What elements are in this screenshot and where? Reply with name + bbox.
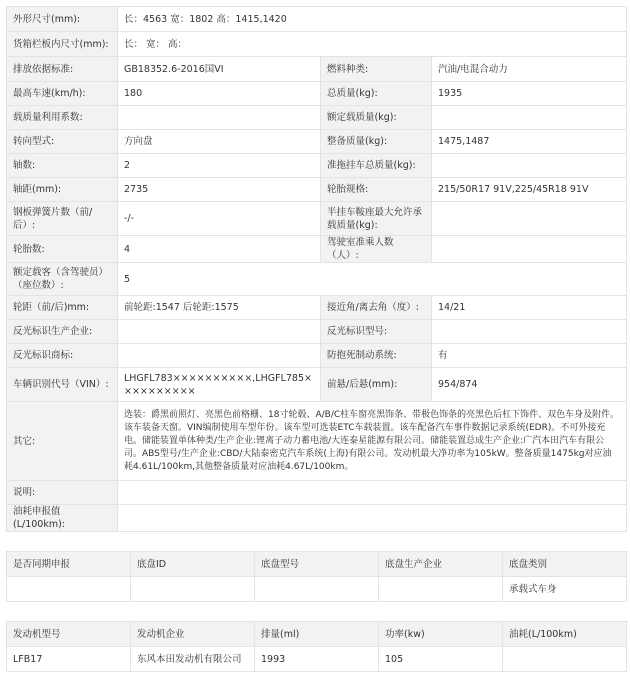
spec-row-fuel xyxy=(7,505,627,532)
spec-row-load xyxy=(7,106,627,130)
seats-value: 5 xyxy=(118,263,627,296)
engine-header-cell: 排量(ml) xyxy=(255,622,379,647)
abs-label: 防抱死制动系统: xyxy=(321,344,432,368)
spec-row-vin xyxy=(7,368,627,402)
spec-row-emission xyxy=(7,57,627,82)
engine-cell: LFB17 xyxy=(7,647,131,672)
engine-cell xyxy=(503,647,627,672)
rated-load-value xyxy=(432,106,627,130)
tire-spec-value: 215/50R17 91V,225/45R18 91V xyxy=(432,178,627,202)
spec-row-brand xyxy=(7,344,627,368)
spec-row-steering xyxy=(7,130,627,154)
curb-mass-value: 1475,1487 xyxy=(432,130,627,154)
spec-row-axles xyxy=(7,154,627,178)
spec-row-seats xyxy=(7,263,627,296)
fuel-consumption-value xyxy=(118,505,627,532)
reflector-maker-value xyxy=(118,320,321,344)
approach-angle-label: 接近角/离去角（度）: xyxy=(321,296,432,320)
reflector-model-value xyxy=(432,320,627,344)
cab-passengers-label: 驾驶室准乘人数（人）: xyxy=(321,236,432,263)
approach-angle-value: 14/21 xyxy=(432,296,627,320)
chassis-header-cell: 是否同期申报 xyxy=(7,552,131,577)
engine-header-row xyxy=(7,622,627,647)
curb-mass-label: 整备质量(kg): xyxy=(321,130,432,154)
load-util-label: 载质量利用系数: xyxy=(7,106,118,130)
tire-count-value: 4 xyxy=(118,236,321,263)
overhang-value: 954/874 xyxy=(432,368,627,402)
spec-row-outer-size xyxy=(7,7,627,32)
axles-value: 2 xyxy=(118,154,321,178)
fuel-type-label: 燃料种类: xyxy=(321,57,432,82)
outer-size-value: 长：4563 宽：1802 高：1415,1420 xyxy=(118,7,627,32)
semi-trailer-value xyxy=(432,202,627,236)
fuel-type-value: 汽油/电混合动力 xyxy=(432,57,627,82)
track-label: 轮距（前/后)mm: xyxy=(7,296,118,320)
overhang-label: 前悬/后悬(mm): xyxy=(321,368,432,402)
spec-row-cargo-size xyxy=(7,32,627,57)
steering-value: 方向盘 xyxy=(118,130,321,154)
emission-label: 排放依据标准: xyxy=(7,57,118,82)
engine-cell: 1993 xyxy=(255,647,379,672)
spec-row-tires xyxy=(7,236,627,263)
total-mass-label: 总质量(kg): xyxy=(321,82,432,106)
engine-cell: 105 xyxy=(379,647,503,672)
engine-header-cell: 发动机企业 xyxy=(131,622,255,647)
engine-header-cell: 发动机型号 xyxy=(7,622,131,647)
chassis-cell: 承载式车身 xyxy=(503,577,627,602)
trailer-mass-value xyxy=(432,154,627,178)
reflector-brand-label: 反光标识商标: xyxy=(7,344,118,368)
cab-passengers-value xyxy=(432,236,627,263)
cargo-size-label: 货箱栏板内尺寸(mm): xyxy=(7,32,118,57)
note-label: 说明: xyxy=(7,481,118,505)
vehicle-spec-table xyxy=(6,6,627,532)
leaf-springs-value: -/- xyxy=(118,202,321,236)
reflector-maker-label: 反光标识生产企业: xyxy=(7,320,118,344)
spec-row-wheelbase xyxy=(7,178,627,202)
engine-table xyxy=(6,621,627,672)
outer-size-label: 外形尺寸(mm): xyxy=(7,7,118,32)
track-value: 前轮距:1547 后轮距:1575 xyxy=(118,296,321,320)
chassis-cell xyxy=(7,577,131,602)
reflector-brand-value xyxy=(118,344,321,368)
chassis-header-cell: 底盘型号 xyxy=(255,552,379,577)
tire-count-label: 轮胎数: xyxy=(7,236,118,263)
spec-row-other xyxy=(7,402,627,481)
semi-trailer-label: 半挂车鞍座最大允许承载质量(kg): xyxy=(321,202,432,236)
spec-row-speed xyxy=(7,82,627,106)
chassis-cell xyxy=(131,577,255,602)
rated-load-label: 额定载质量(kg): xyxy=(321,106,432,130)
leaf-springs-label: 钢板弹簧片数（前/后）: xyxy=(7,202,118,236)
chassis-cell xyxy=(255,577,379,602)
seats-label: 额定载客（含驾驶员）（座位数）: xyxy=(7,263,118,296)
engine-cell: 东风本田发动机有限公司 xyxy=(131,647,255,672)
emission-value: GB18352.6-2016国VI xyxy=(118,57,321,82)
chassis-header-row xyxy=(7,552,627,577)
tire-spec-label: 轮胎规格: xyxy=(321,178,432,202)
table-row xyxy=(7,577,627,602)
spec-row-springs xyxy=(7,202,627,236)
vin-label: 车辆识别代号（VIN）: xyxy=(7,368,118,402)
steering-label: 转向型式: xyxy=(7,130,118,154)
other-label: 其它: xyxy=(7,402,118,481)
spec-row-note xyxy=(7,481,627,505)
wheelbase-value: 2735 xyxy=(118,178,321,202)
fuel-consumption-label: 油耗申报值(L/100km): xyxy=(7,505,118,532)
vin-value: LHGFL783××××××××××,LHGFL785×××××××××× xyxy=(118,368,321,402)
cargo-size-value: 长： 宽： 高： xyxy=(118,32,627,57)
chassis-header-cell: 底盘ID xyxy=(131,552,255,577)
abs-value: 有 xyxy=(432,344,627,368)
axles-label: 轴数: xyxy=(7,154,118,178)
other-value: 选装：爵黑前照灯、亮黑色前格栅、18寸轮毂、A/B/C柱车窗亮黑饰条、带极色饰条的亮黑色后杠下饰件、双色车身及附件。该车装备天窗。VIN编制使用车型年份。该车型可选装ETC车载装置。该车配备汽车事件数据记录系统(EDR)。不可外接充电。储能装置单体种类/生产企业:锂离子动力蓄电池/大连泰星能源有限公司。储能装置总成生产企业:广汽本田汽车有限公司。ABS型号/生产企业:CBD/大陆泰密克汽车系统(上海)有限公司。发动机最大净功率为105kW。整备质量1475kg对应油耗4.61L/100km,其他整备质量对应油耗4.67L/100km。 xyxy=(118,402,627,481)
spec-row-reflector xyxy=(7,320,627,344)
note-value xyxy=(118,481,627,505)
wheelbase-label: 轴距(mm): xyxy=(7,178,118,202)
max-speed-label: 最高车速(km/h): xyxy=(7,82,118,106)
chassis-table xyxy=(6,551,627,602)
trailer-mass-label: 准拖挂车总质量(kg): xyxy=(321,154,432,178)
load-util-value xyxy=(118,106,321,130)
engine-header-cell: 功率(kw) xyxy=(379,622,503,647)
total-mass-value: 1935 xyxy=(432,82,627,106)
engine-header-cell: 油耗(L/100km) xyxy=(503,622,627,647)
spec-row-track xyxy=(7,296,627,320)
max-speed-value: 180 xyxy=(118,82,321,106)
chassis-header-cell: 底盘类别 xyxy=(503,552,627,577)
reflector-model-label: 反光标识型号: xyxy=(321,320,432,344)
table-row xyxy=(7,647,627,672)
chassis-cell xyxy=(379,577,503,602)
chassis-header-cell: 底盘生产企业 xyxy=(379,552,503,577)
